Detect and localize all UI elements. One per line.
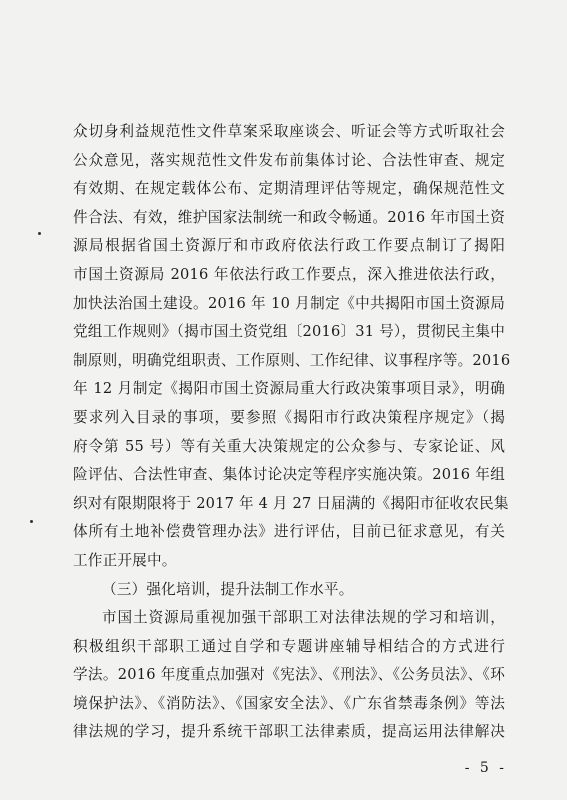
text-line: 律法规的学习，提升系统干部职工法律素质，提高运用法律解决 bbox=[73, 723, 505, 741]
text-line: 公众意见，落实规范性文件发布前集体讨论、合法性审查、规定 bbox=[73, 151, 505, 169]
page-number: - 5 - bbox=[464, 760, 507, 776]
text-line: 市国土资源局重视加强干部职工对法律法规的学习和培训， bbox=[102, 609, 505, 627]
text-line: 体所有土地补偿费管理办法》进行评估，目前已征求意见，有关 bbox=[73, 523, 505, 541]
text-line: （三）强化培训，提升法制工作水平。 bbox=[102, 580, 354, 598]
text-line: 制原则，明确党组职责、工作原则、工作纪律、议事程序等。2016 bbox=[73, 351, 511, 369]
text-line: 党组工作规则》（揭市国土资党组〔2016〕31 号），贯彻民主集中 bbox=[73, 323, 505, 341]
text-line: 源局根据省国土资源厅和市政府依法行政工作要点制订了揭阳 bbox=[73, 237, 505, 255]
text-line: 市国土资源局 2016 年依法行政工作要点，深入推进依法行政， bbox=[73, 265, 505, 283]
text-line: 有效期、在规定载体公布、定期清理评估等规定，确保规范性文 bbox=[73, 180, 505, 198]
text-line: 境保护法》、《消防法》、《国家安全法》、《广东省禁毒条例》等法 bbox=[73, 694, 505, 712]
text-line: 加快法治国土建设。2016 年 10 月制定《中共揭阳市国土资源局 bbox=[73, 294, 505, 312]
text-line: 众切身利益规范性文件草案采取座谈会、听证会等方式听取社会 bbox=[73, 123, 505, 140]
margin-mark bbox=[30, 520, 33, 523]
text-line: 积极组织干部职工通过自学和专题讲座辅导相结合的方式进行 bbox=[73, 637, 505, 655]
text-line: 工作正开展中。 bbox=[73, 551, 177, 569]
margin-mark bbox=[38, 232, 41, 235]
text-line: 险评估、合法性审查、集体讨论决定等程序实施决策。2016 年组 bbox=[73, 466, 505, 484]
text-line: 织对有限期限将于 2017 年 4 月 27 日届满的《揭阳市征收农民集 bbox=[73, 494, 509, 512]
text-line: 学法。2016 年度重点加强对《宪法》、《刑法》、《公务员法》、《环 bbox=[73, 666, 505, 684]
text-line: 府令第 55 号）等有关重大决策规定的公众参与、专家论证、风 bbox=[73, 437, 505, 455]
body-text bbox=[73, 118, 511, 747]
text-line: 年 12 月制定《揭阳市国土资源局重大行政决策事项目录》，明确 bbox=[73, 380, 505, 398]
text-line: 件合法、有效，维护国家法制统一和政令畅通。2016 年市国土资 bbox=[73, 208, 505, 226]
text-line: 要求列入目录的事项，要参照《揭阳市行政决策程序规定》（揭 bbox=[73, 408, 505, 426]
